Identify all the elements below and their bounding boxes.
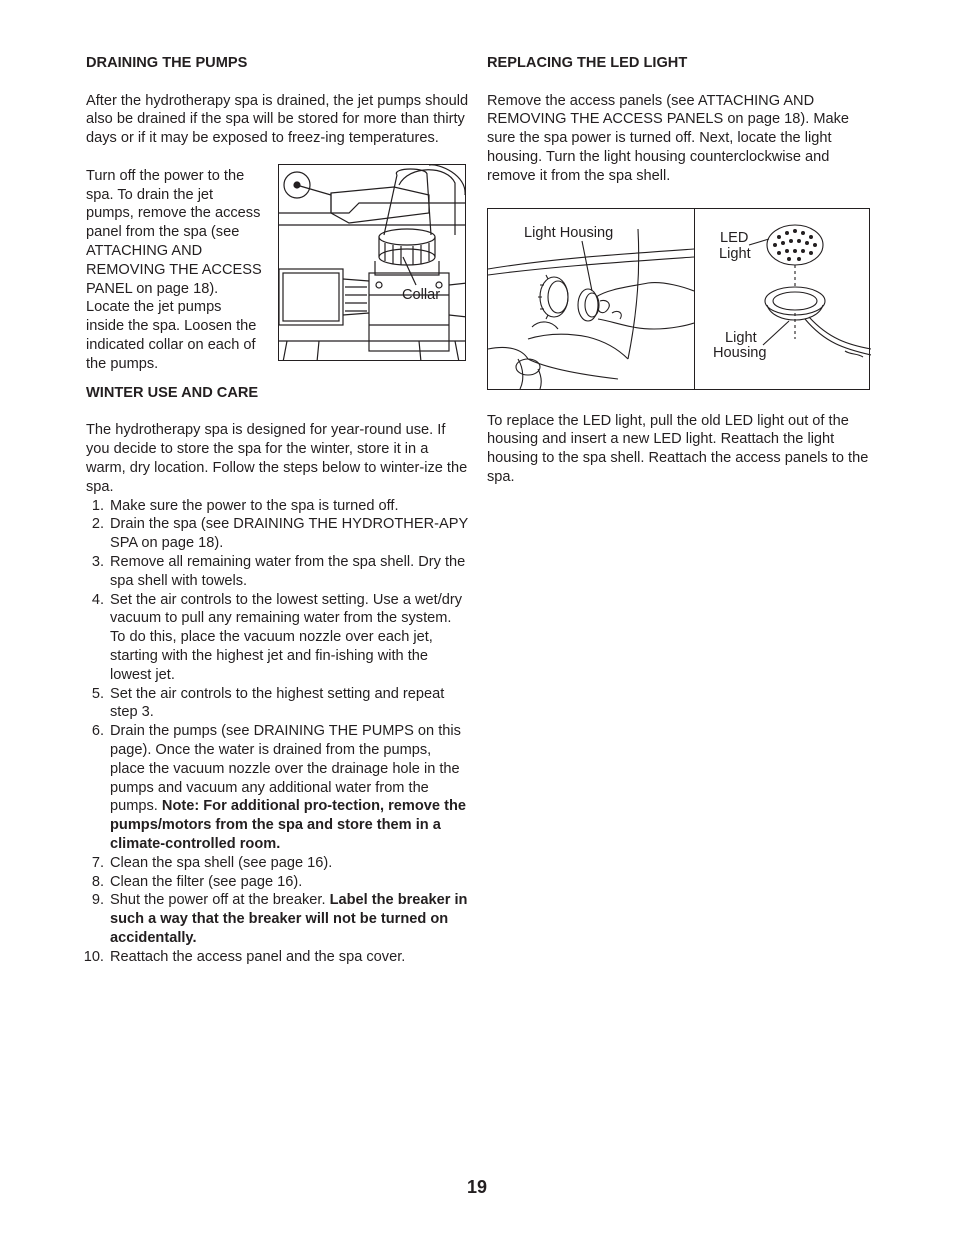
list-item: 4. Set the air controls to the lowest setting. Use a wet/dry vacuum to pull any remaining water from the system. To do this, place the vacuum nozzle over each jet, starting with the highest jet and fin-ishing with the lowest jet. (91, 591, 463, 683)
pumps-note: Note: For additional pro-tection, remove the pumps/motors from the spa and store them in a climate-controlled room. (110, 798, 466, 852)
led-label-line1: LED (720, 229, 749, 246)
left-column (83, 54, 470, 966)
housing-label-line1: Light (725, 329, 757, 346)
list-item: 3. Remove all remaining water from the spa shell. Dry the spa shell with towels. (91, 553, 466, 589)
list-item: 7. Clean the spa shell (see page 16). (91, 854, 333, 871)
pump-collar-figure (278, 164, 466, 361)
light-housing-label: Light Housing (524, 224, 614, 241)
list-item: 10. Reattach the access panel and the spa cover. (83, 948, 406, 965)
draining-pumps-heading: DRAINING THE PUMPS (86, 55, 248, 71)
led-label-line2: Light (719, 245, 751, 262)
list-item: 1. Make sure the power to the spa is turned off. (91, 497, 399, 514)
pump-instructions: Turn off the power to the spa. To drain the jet pumps, remove the access panel from the spa (see ATTACHING AND REMOVING THE ACCESS PANEL on page 18). Locate the jet pumps inside the spa. Loosen the indicated collar on each of the pumps. (86, 167, 262, 372)
pump-section (86, 167, 470, 384)
led-heading: REPLACING THE LED LIGHT (487, 55, 688, 71)
winterize-steps (83, 497, 470, 967)
list-item: 2. Drain the spa (see DRAINING THE HYDROTHER-APY SPA on page 18). (91, 516, 468, 552)
pump-drawing (279, 165, 466, 361)
breaker-warning: Label the breaker in such a way that the breaker will not be turned on accidentally. (110, 892, 468, 946)
housing-label-line2: Housing (713, 344, 767, 361)
winter-heading: WINTER USE AND CARE (86, 384, 259, 401)
page-number: 19 (466, 1177, 488, 1197)
list-item: 5. Set the air controls to the highest setting and repeat step 3. (91, 685, 445, 721)
led-replace-paragraph: To replace the LED light, pull the old LED light out of the housing and insert a new LED light. Reattach the light housing to the spa shell. Reattach the access panels to the spa. (487, 412, 869, 485)
list-item: 6. Drain the pumps (see DRAINING THE PUMPS on this page). Once the water is drained from the pumps, place the vacuum nozzle over the drainage hole in the pumps and vacuum any additional water from the pumps. Note: For additional pro-tection, remove the pumps/motors from the spa and store them in a climate-controlled room. (91, 723, 466, 852)
collar-label: Collar (402, 286, 441, 303)
right-column (487, 54, 871, 487)
led-figure-panel (487, 208, 870, 390)
winter-paragraph: The hydrotherapy spa is designed for year-round use. If you decide to store the spa for the winter, store it in a warm, dry location. Follow the steps below to winter-ize the spa. (86, 422, 468, 495)
draining-pumps-paragraph: After the hydrotherapy spa is drained, the jet pumps should also be drained if the spa will be stored for more than thirty days or if it may be exposed to freez-ing temperatures. (86, 92, 469, 147)
list-item: 8. Clean the filter (see page 16). (91, 873, 303, 890)
led-removal-paragraph: Remove the access panels (see ATTACHING AND REMOVING THE ACCESS PANELS on page 18). Make sure the spa power is turned off. Next, locate the light housing. Turn the light housing counterclockwise and remove it from the spa shell. (487, 92, 850, 184)
list-item: 9. Shut the power off at the breaker. Label the breaker in such a way that the breaker will not be turned on accidentally. (91, 892, 468, 946)
